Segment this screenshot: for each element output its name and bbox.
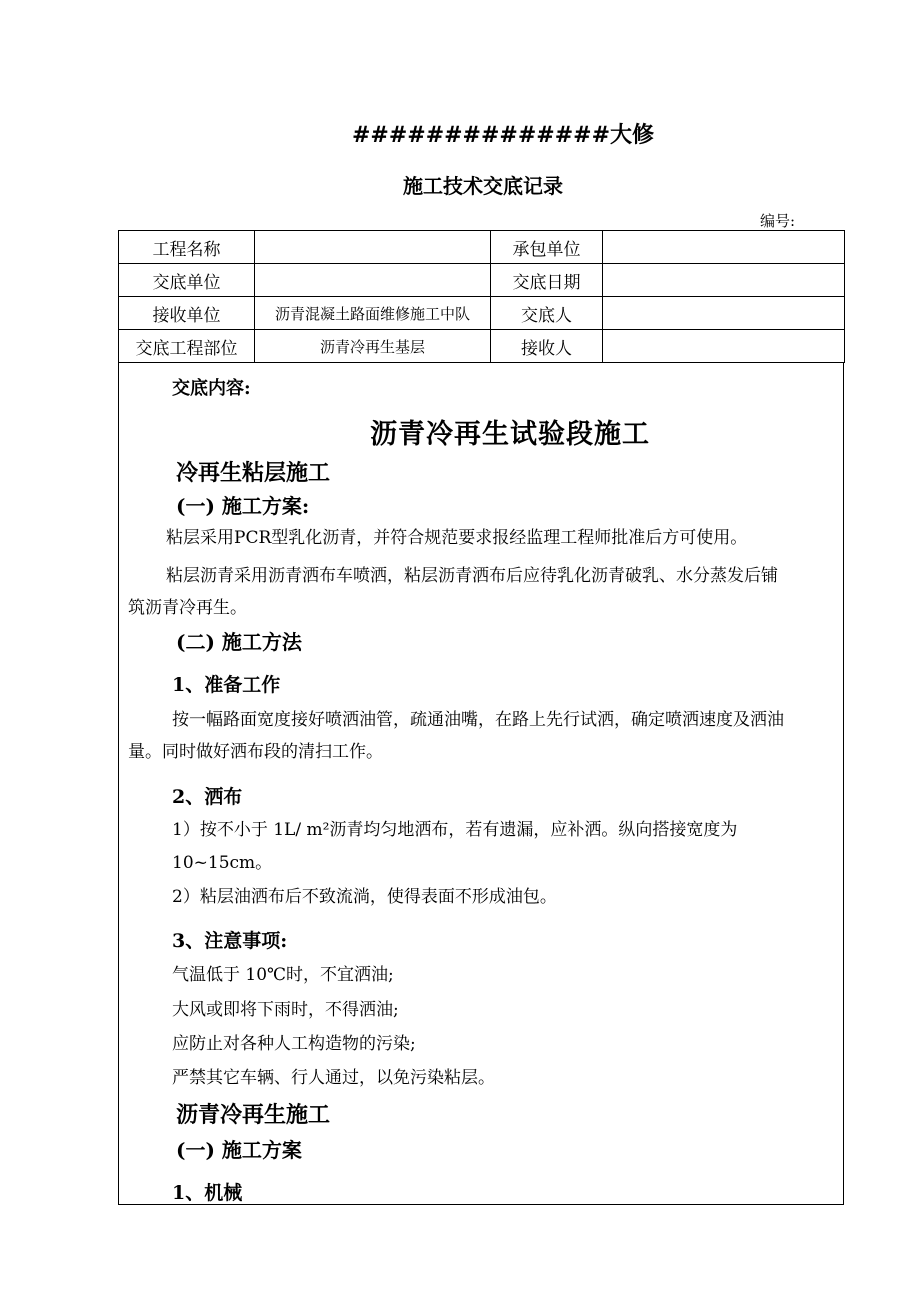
list-item: 严禁其它车辆、行人通过，以免污染粘层。 bbox=[172, 1068, 495, 1088]
cell-label-receiving-unit: 接收单位 bbox=[119, 297, 255, 330]
serial-number-label: 编号: bbox=[760, 212, 796, 230]
item-heading-notes: 3、注意事项: bbox=[172, 930, 288, 952]
content-label: 交底内容: bbox=[172, 378, 251, 399]
main-heading: 沥青冷再生试验段施工 bbox=[370, 419, 650, 450]
list-item: 应防止对各种人工构造物的污染; bbox=[172, 1034, 416, 1054]
subheading-method: (二) 施工方法 bbox=[176, 630, 302, 654]
list-item: 气温低于 10℃时，不宜洒油; bbox=[172, 965, 394, 985]
document-subtitle: 施工技术交底记录 bbox=[403, 174, 563, 198]
table-row bbox=[119, 297, 845, 330]
table-row bbox=[119, 231, 845, 264]
subheading-plan: (一) 施工方案: bbox=[176, 494, 310, 518]
table-row bbox=[119, 330, 845, 363]
paragraph: 粘层沥青采用沥青洒布车喷洒，粘层沥青洒布后应待乳化沥青破乳、水分蒸发后铺 bbox=[166, 566, 778, 586]
section-heading-cold-recycling: 沥青冷再生施工 bbox=[176, 1102, 331, 1128]
table-row bbox=[119, 264, 845, 297]
list-item: 大风或即将下雨时，不得洒油; bbox=[172, 1000, 399, 1020]
cell-label-issuing-unit: 交底单位 bbox=[119, 264, 255, 297]
cell-contractor[interactable] bbox=[603, 231, 845, 264]
cell-label-project-name: 工程名称 bbox=[119, 231, 255, 264]
paragraph: 2）粘层油洒布后不致流淌，使得表面不形成油包。 bbox=[172, 887, 557, 907]
info-table bbox=[118, 230, 845, 363]
cell-issuer[interactable] bbox=[603, 297, 845, 330]
cell-label-project-part: 交底工程部位 bbox=[119, 330, 255, 363]
cell-label-contractor: 承包单位 bbox=[491, 231, 603, 264]
item-heading-prep: 1、准备工作 bbox=[172, 674, 281, 696]
cell-issuing-unit[interactable] bbox=[255, 264, 491, 297]
cell-project-part[interactable]: 沥青冷再生基层 bbox=[255, 330, 491, 363]
cell-date[interactable] bbox=[603, 264, 845, 297]
document-title: ##############大修 bbox=[351, 122, 655, 148]
paragraph: 粘层采用PCR型乳化沥青，并符合规范要求报经监理工程师批准后方可使用。 bbox=[166, 528, 748, 548]
section-heading-tack-coat: 冷再生粘层施工 bbox=[176, 460, 331, 486]
item-heading-spray: 2、洒布 bbox=[172, 786, 243, 808]
cell-label-date: 交底日期 bbox=[491, 264, 603, 297]
paragraph: 1）按不小于 1L/ m²沥青均匀地洒布，若有遗漏，应补洒。纵向搭接宽度为 bbox=[172, 820, 738, 840]
paragraph: 量。同时做好洒布段的清扫工作。 bbox=[128, 742, 383, 762]
paragraph: 筑沥青冷再生。 bbox=[128, 598, 247, 618]
subheading-plan-2: (一) 施工方案 bbox=[176, 1138, 302, 1162]
cell-label-receiver: 接收人 bbox=[491, 330, 603, 363]
paragraph: 按一幅路面宽度接好喷洒油管，疏通油嘴，在路上先行试洒，确定喷洒速度及洒油 bbox=[172, 710, 784, 730]
cell-receiver[interactable] bbox=[603, 330, 845, 363]
item-heading-machinery: 1、机械 bbox=[172, 1182, 243, 1204]
paragraph: 10~15cm。 bbox=[172, 853, 273, 873]
cell-receiving-unit[interactable]: 沥青混凝土路面维修施工中队 bbox=[255, 297, 491, 330]
cell-label-issuer: 交底人 bbox=[491, 297, 603, 330]
cell-project-name[interactable] bbox=[255, 231, 491, 264]
